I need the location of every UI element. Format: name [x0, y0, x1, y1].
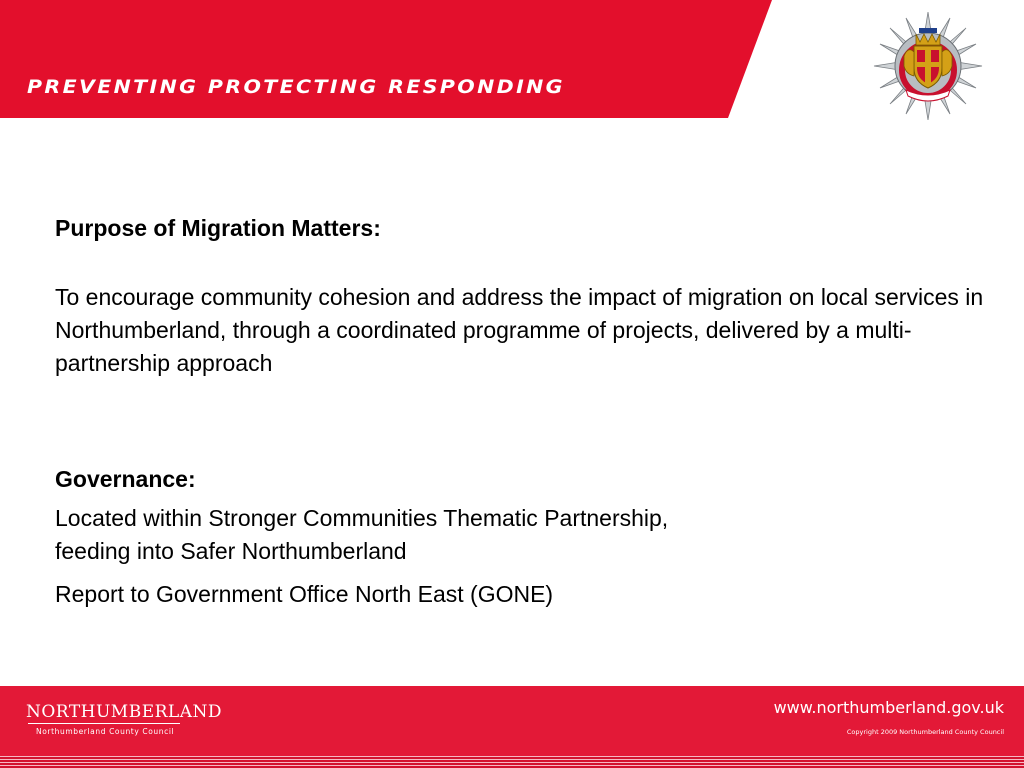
slide-content	[55, 212, 1005, 611]
governance-report: Report to Government Office North East (GONE)	[55, 581, 554, 607]
purpose-heading: Purpose of Migration Matters:	[55, 215, 381, 241]
tagline: PREVENTING PROTECTING RESPONDING	[27, 76, 565, 98]
governance-line-2: feeding into Safer Northumberland	[55, 538, 407, 564]
copyright-text: Copyright 2009 Northumberland County Council	[846, 728, 1004, 736]
governance-line-1: Located within Stronger Communities Thematic Partnership,	[55, 505, 669, 531]
logo-divider	[28, 723, 180, 724]
governance-text	[55, 502, 1005, 568]
governance-heading: Governance:	[55, 466, 196, 492]
purpose-text: To encourage community cohesion and address the impact of migration on local services in Northumberland, through a coordinated programme of projects, delivered by a multi-partnership approach	[55, 284, 984, 376]
council-name: Northumberland County Council	[36, 727, 175, 736]
header-banner	[0, 0, 780, 118]
banner-shape	[0, 0, 780, 118]
northumberland-logo: NORTHUMBERLAND	[26, 702, 222, 722]
fire-rescue-crest-icon	[872, 10, 984, 122]
website-link[interactable]: www.northumberland.gov.uk	[773, 698, 1004, 717]
footer-stripes	[0, 756, 1024, 768]
